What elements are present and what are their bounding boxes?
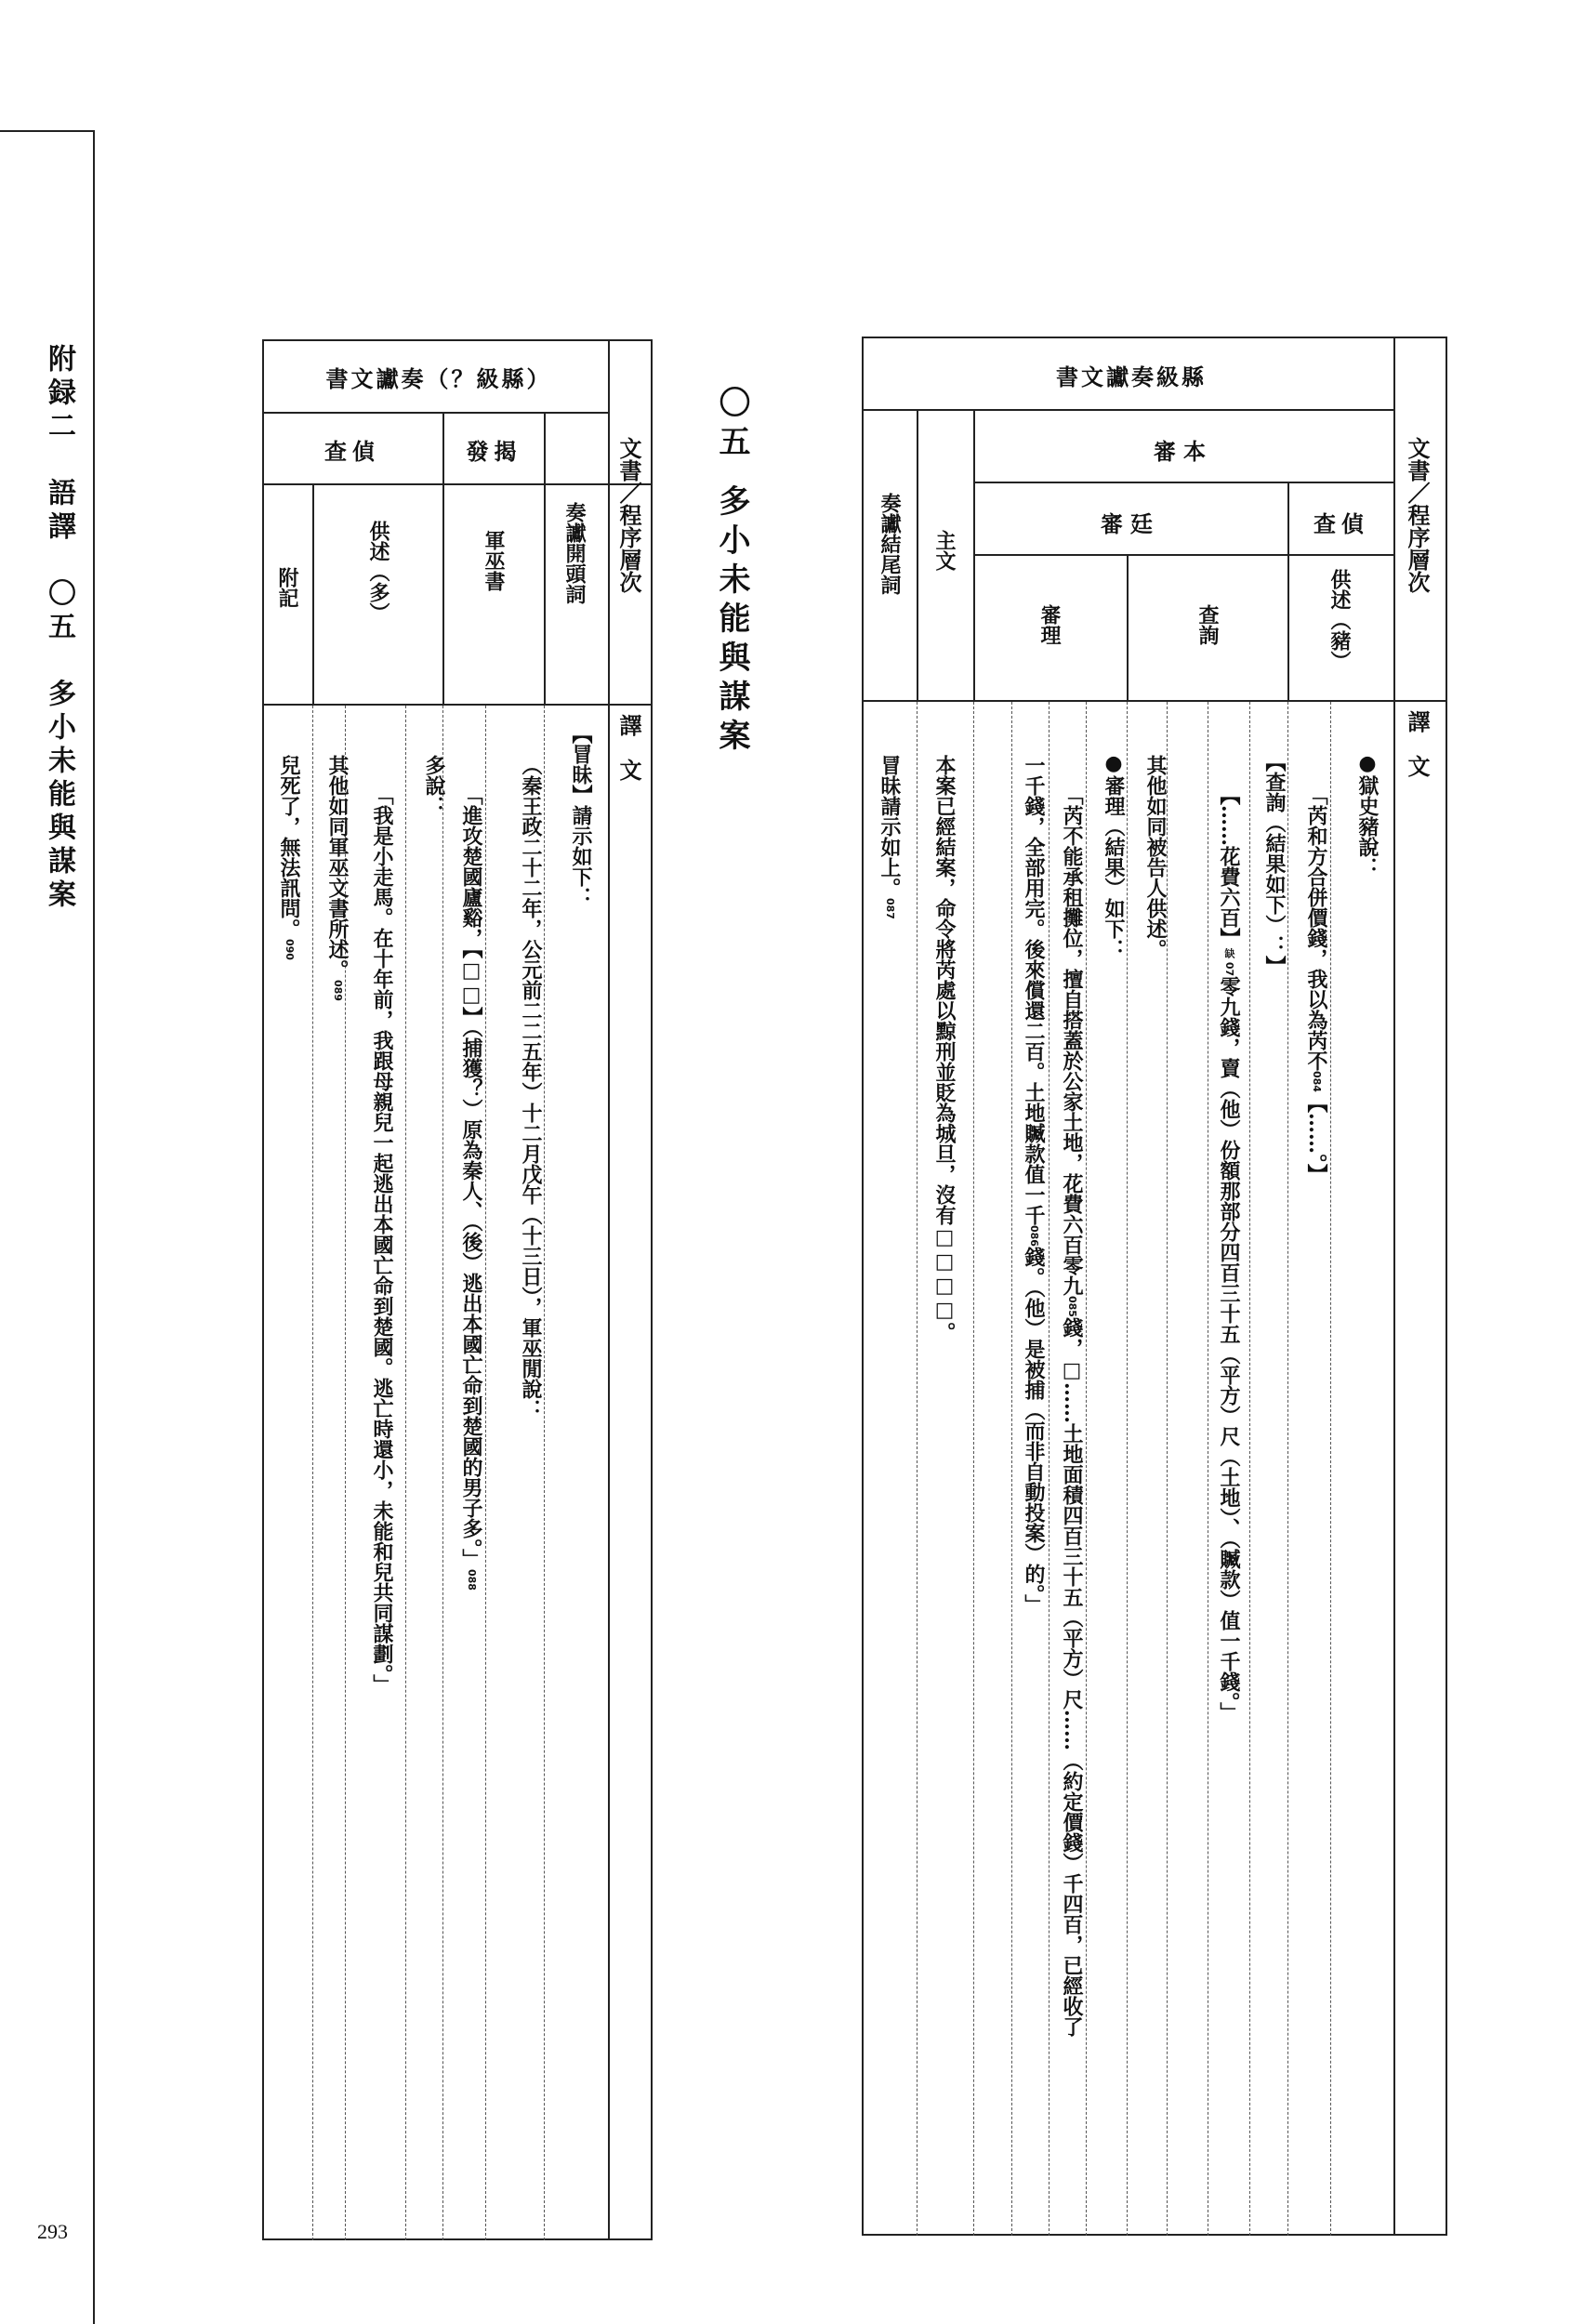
table-right-trans-header: 譯 文 — [1404, 710, 1431, 777]
col-sep — [1086, 702, 1087, 2236]
table-left-trans-header: 譯 文 — [615, 714, 642, 781]
right-text-r3: 【查詢（結果如下）：】 — [1262, 751, 1287, 976]
col-sep — [973, 702, 974, 2236]
left-row-fuji: 附記 — [275, 567, 299, 608]
col-sep — [544, 706, 545, 2240]
left-text-r1: 【冒昧】請示如下： — [569, 723, 593, 907]
right-text-r1: ●獄史豬說： — [1355, 751, 1380, 878]
section-heading — [713, 386, 750, 758]
right-row-shenli: 審理 — [1037, 604, 1062, 645]
left-text-r7: 兒死了，無法訊問。090 — [277, 755, 301, 960]
left-section-fajie: 發揭 — [466, 438, 522, 465]
table-right-title: 書文讞奏級縣 — [1056, 363, 1207, 390]
table-left-title: 書文讞奏（？級縣） — [325, 365, 552, 392]
rule — [862, 409, 1393, 411]
right-section-benshen: 審本 — [1154, 438, 1213, 465]
right-text-r2: 「芮和方合併價錢，我以為芮不084【……。】 — [1304, 785, 1328, 1184]
footnote-marker: 084 — [1311, 1071, 1323, 1092]
col-sep — [1287, 702, 1288, 2236]
right-text-r10: 冒昧請示如上。087 — [878, 755, 902, 919]
left-row-junwu: 軍巫書 — [482, 530, 506, 591]
header-rule-top — [0, 130, 93, 132]
right-text-r8: 一千錢，全部用完。後來償還二百。土地贓款值一千086錢。（他）是被捕（而非自動投案）的。」 — [1022, 755, 1046, 1615]
rule — [262, 704, 653, 706]
rule — [973, 554, 1393, 556]
right-row-gongshu: 供述（豬） — [1327, 569, 1352, 671]
col-sep — [917, 702, 918, 2236]
left-row-gongshu: 供述（多） — [366, 521, 390, 623]
footnote-marker: 085 — [1066, 1296, 1078, 1317]
header-rule-vertical — [93, 130, 95, 2324]
rule — [544, 412, 546, 704]
rule — [973, 482, 1393, 483]
rule — [312, 483, 314, 704]
col-sep — [1249, 702, 1250, 2236]
right-row-zhuwen: 主文 — [932, 530, 957, 571]
col-sep — [405, 706, 406, 2240]
right-text-r6: ●審理（結果）如下： — [1102, 751, 1126, 959]
footnote-marker: 缺 07 — [1223, 948, 1235, 977]
section-title: 多小未能與謀案 — [713, 484, 750, 758]
rule — [862, 700, 1447, 702]
footnote-marker: 090 — [284, 939, 296, 960]
col-sep — [485, 706, 486, 2240]
table-right-level-header: 文書／程序層次 — [1404, 437, 1431, 593]
rule — [262, 412, 608, 414]
right-row-chaxun: 查詢 — [1195, 604, 1220, 645]
right-row-ending: 奏讞結尾詞 — [878, 493, 902, 595]
col-sep — [1127, 702, 1128, 2236]
col-sep — [442, 706, 443, 2240]
rule — [917, 409, 918, 700]
col-sep — [1330, 702, 1331, 2236]
right-text-r7: 「芮不能承租攤位，擅自搭蓋於公家土地，花費六百零九085錢，□……土地面積四百三十五（平方）尺……（約定價錢）千四百，已經收了 — [1060, 785, 1084, 2037]
section-number: 〇五 — [713, 386, 750, 464]
running-head: 附録二 語譯 〇五 多小未能與謀案 — [43, 344, 75, 913]
left-row-opening: 奏讞開頭詞 — [562, 502, 587, 604]
col-sep — [312, 706, 313, 2240]
footnote-marker: 087 — [884, 898, 896, 919]
right-text-r4: 【……花費六百】缺 07零九錢，賣（他）份額那部分四百三十五（平方）尺（土地）、（贓款）值一千錢。」 — [1217, 785, 1241, 1723]
left-text-r3: 「進攻楚國廬谿，【□□】（捕獲？）原為秦人、（後）逃出本國亡命到楚國的男子多。」088 — [459, 785, 483, 1591]
rule — [1393, 337, 1395, 2236]
right-text-r9: 本案已經結案，命令將芮處以黥刑並貶為城旦，沒有□□□□。 — [932, 755, 957, 1342]
left-text-r6: 其他如同軍巫文書所述。089 — [325, 755, 350, 1001]
table-left — [262, 339, 653, 2240]
footnote-marker: 089 — [332, 980, 344, 1001]
left-text-r4: 多說： — [422, 755, 446, 816]
footnote-marker: 086 — [1028, 1225, 1040, 1247]
right-section-chazhen: 查偵 — [1314, 510, 1369, 537]
page-number: 293 — [37, 2220, 68, 2243]
left-section-chazhen: 查偵 — [324, 438, 380, 465]
col-sep — [1011, 702, 1012, 2236]
col-sep — [1049, 702, 1050, 2236]
left-text-r5: 「我是小走馬。在十年前，我跟母親兒一起逃出本國亡命到楚國。逃亡時還小，未能和兒共同謀劃。」 — [370, 785, 394, 1695]
footnote-marker: 088 — [466, 1569, 478, 1591]
right-section-shenting: 審廷 — [1101, 510, 1160, 537]
rule — [608, 339, 610, 2240]
rule — [262, 483, 653, 485]
left-text-r2: （秦王政二十二年，公元前二二五年）十二月戊午（十三日），軍巫閒說： — [519, 755, 543, 1419]
right-text-r5: 其他如同被告人供述。 — [1143, 755, 1168, 959]
table-left-level-header: 文書／程序層次 — [615, 437, 642, 593]
rule — [1127, 554, 1129, 700]
